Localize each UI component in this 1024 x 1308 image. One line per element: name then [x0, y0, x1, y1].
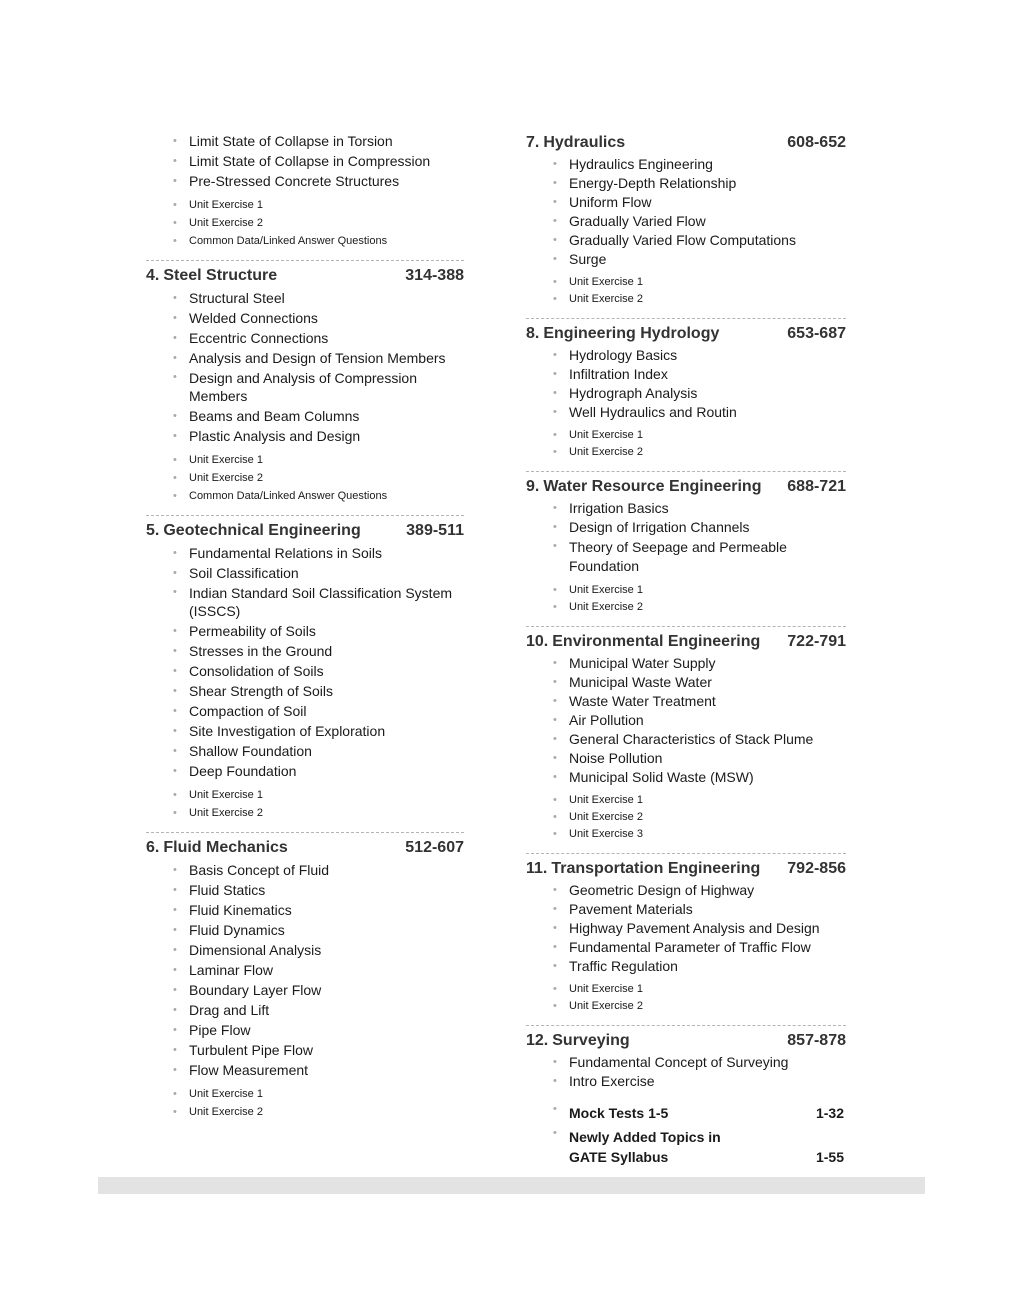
topic-item: • Energy-Depth Relationship — [526, 174, 846, 193]
section-heading — [526, 1029, 846, 1053]
exercise-item: • Unit Exercise 1 — [526, 274, 846, 291]
topic-item: • Soil Classification — [146, 563, 464, 583]
section-number: 9. — [526, 478, 540, 495]
toc-section-3-continued — [146, 131, 464, 254]
page-range: 722-791 — [787, 633, 846, 650]
toc-section-11 — [526, 853, 846, 1019]
section-title: Hydraulics — [543, 134, 626, 151]
topic-item: • Municipal Solid Waste (MSW) — [526, 768, 846, 787]
toc-section-6 — [146, 832, 464, 1125]
section-title: Fluid Mechanics — [163, 839, 288, 856]
topic-item: • Hydraulics Engineering — [526, 155, 846, 174]
topic-item: • Laminar Flow — [146, 960, 464, 980]
topic-item: • Flow Measurement — [146, 1060, 464, 1080]
topic-list — [146, 543, 464, 781]
topic-item: • Pavement Materials — [526, 900, 846, 919]
exercise-item: • Unit Exercise 1 — [146, 1085, 464, 1103]
topic-item: • Shallow Foundation — [146, 741, 464, 761]
section-number: 10. — [526, 633, 549, 650]
topic-item: • Municipal Waste Water — [526, 673, 846, 692]
topic-item: • Gradually Varied Flow — [526, 212, 846, 231]
toc-section-8 — [526, 318, 846, 465]
exercise-item: • Unit Exercise 2 — [146, 804, 464, 822]
topic-item: • Waste Water Treatment — [526, 692, 846, 711]
topic-item: • Fluid Statics — [146, 880, 464, 900]
topic-list — [526, 346, 846, 422]
page-range: 389-511 — [406, 522, 464, 539]
topic-item: • Well Hydraulics and Routin — [526, 403, 846, 422]
section-title: Steel Structure — [163, 267, 278, 284]
topic-item: • General Characteristics of Stack Plume — [526, 730, 846, 749]
toc-left-column — [146, 131, 464, 1125]
exercise-item: • Unit Exercise 2 — [526, 998, 846, 1015]
exercise-item: • Unit Exercise 1 — [146, 451, 464, 469]
topic-item: • Theory of Seepage and Permeable Foundation — [526, 537, 846, 577]
exercise-item: • Unit Exercise 2 — [526, 809, 846, 826]
topic-item: • Highway Pavement Analysis and Design — [526, 919, 846, 938]
section-heading — [526, 475, 846, 499]
topic-item: • Plastic Analysis and Design — [146, 426, 464, 446]
topic-item: • Limit State of Collapse in Torsion — [146, 131, 464, 151]
topic-item: • Pre-Stressed Concrete Structures — [146, 171, 464, 191]
topic-item: • Irrigation Basics — [526, 499, 846, 518]
section-number: 12. — [526, 1032, 549, 1049]
topic-item: • Fluid Kinematics — [146, 900, 464, 920]
exercise-list — [526, 427, 846, 461]
exercise-item: • Unit Exercise 2 — [146, 214, 464, 232]
section-title: Engineering Hydrology — [543, 325, 720, 342]
exercise-list — [526, 792, 846, 843]
exercise-list — [146, 451, 464, 505]
page-range: 1-32 — [815, 1105, 844, 1121]
topic-item: • Hydrology Basics — [526, 346, 846, 365]
footer-bar — [98, 1177, 925, 1194]
topic-list — [526, 155, 846, 269]
exercise-item: • Unit Exercise 2 — [146, 469, 464, 487]
section-number: 11. — [526, 860, 548, 877]
section-heading — [146, 519, 464, 543]
topic-item: • Pipe Flow — [146, 1020, 464, 1040]
topic-item: • Noise Pollution — [526, 749, 846, 768]
topic-item: • Gradually Varied Flow Computations — [526, 231, 846, 250]
page-range: 792-856 — [787, 860, 846, 877]
page-range: 688-721 — [787, 478, 846, 495]
section-number: 8. — [526, 325, 540, 342]
exercise-list — [146, 196, 464, 250]
topic-item: • Beams and Beam Columns — [146, 406, 464, 426]
topic-item: • Fundamental Parameter of Traffic Flow — [526, 938, 846, 957]
exercise-item: • Unit Exercise 2 — [526, 291, 846, 308]
exercise-item: • Unit Exercise 3 — [526, 826, 846, 843]
exercise-item: • Unit Exercise 1 — [526, 792, 846, 809]
exercise-item: • Unit Exercise 1 — [526, 427, 846, 444]
topic-item: • Consolidation of Soils — [146, 661, 464, 681]
toc-section-10 — [526, 626, 846, 847]
toc-section-9 — [526, 471, 846, 620]
page-range: 512-607 — [405, 839, 464, 856]
topic-item: • Design of Irrigation Channels — [526, 518, 846, 537]
topic-item: • Uniform Flow — [526, 193, 846, 212]
section-heading — [526, 131, 846, 155]
topic-item: • Stresses in the Ground — [146, 641, 464, 661]
toc-section-5 — [146, 515, 464, 826]
section-number: 7. — [526, 134, 540, 151]
topic-item: • Compaction of Soil — [146, 701, 464, 721]
exercise-item: • Unit Exercise 2 — [526, 599, 846, 616]
topic-item: • Traffic Regulation — [526, 957, 846, 976]
topic-item: • Air Pollution — [526, 711, 846, 730]
topic-list — [146, 131, 464, 191]
topic-item: • Intro Exercise — [526, 1072, 846, 1091]
topic-list — [526, 499, 846, 577]
exercise-list — [146, 1085, 464, 1121]
toc-section-7 — [526, 131, 846, 312]
topic-item: • Fundamental Concept of Surveying — [526, 1053, 846, 1072]
extras-label: • Mock Tests 1-5 — [569, 1105, 669, 1121]
page-range: 314-388 — [405, 267, 464, 284]
exercise-item: • Unit Exercise 1 — [146, 786, 464, 804]
topic-item: • Structural Steel — [146, 288, 464, 308]
exercise-item: • Common Data/Linked Answer Questions — [146, 232, 464, 250]
topic-item: • Fluid Dynamics — [146, 920, 464, 940]
topic-item: • Fundamental Relations in Soils — [146, 543, 464, 563]
topic-item: • Deep Foundation — [146, 761, 464, 781]
section-title: Surveying — [552, 1032, 630, 1049]
toc-section-12 — [526, 1025, 846, 1175]
page-range: 653-687 — [787, 325, 846, 342]
exercise-list — [526, 582, 846, 616]
page-range: 857-878 — [787, 1032, 846, 1049]
toc-right-column — [526, 131, 846, 1175]
exercise-item: • Unit Exercise 2 — [146, 1103, 464, 1121]
exercise-item: • Unit Exercise 1 — [146, 196, 464, 214]
section-heading — [526, 322, 846, 346]
topic-item: • Permeability of Soils — [146, 621, 464, 641]
section-number: 5. — [146, 522, 160, 539]
exercise-list — [526, 981, 846, 1015]
topic-item: • Drag and Lift — [146, 1000, 464, 1020]
topic-item: • Dimensional Analysis — [146, 940, 464, 960]
exercise-item: • Unit Exercise 2 — [526, 444, 846, 461]
exercise-item: • Common Data/Linked Answer Questions — [146, 487, 464, 505]
exercise-item: • Unit Exercise 1 — [526, 981, 846, 998]
topic-list — [146, 860, 464, 1080]
extras-item — [526, 1103, 846, 1123]
topic-item: • Basis Concept of Fluid — [146, 860, 464, 880]
topic-item: • Municipal Water Supply — [526, 654, 846, 673]
topic-item: • Eccentric Connections — [146, 328, 464, 348]
topic-list — [526, 1053, 846, 1091]
page-range: 1-55 — [815, 1149, 844, 1165]
section-heading — [526, 630, 846, 654]
topic-item: • Surge — [526, 250, 846, 269]
topic-item: • Infiltration Index — [526, 365, 846, 384]
topic-item: • Welded Connections — [146, 308, 464, 328]
toc-section-4 — [146, 260, 464, 509]
section-heading — [526, 857, 846, 881]
section-number: 4. — [146, 267, 160, 284]
topic-item: • Limit State of Collapse in Compression — [146, 151, 464, 171]
exercise-list — [146, 786, 464, 822]
exercise-item: • Unit Exercise 1 — [526, 582, 846, 599]
topic-item: • Boundary Layer Flow — [146, 980, 464, 1000]
section-title: Water Resource Engineering — [543, 478, 762, 495]
section-title: Environmental Engineering — [552, 633, 761, 650]
section-title: Geotechnical Engineering — [163, 522, 361, 539]
section-number: 6. — [146, 839, 160, 856]
topic-item: • Site Investigation of Exploration — [146, 721, 464, 741]
page-range: 608-652 — [787, 134, 846, 151]
topic-item: • Indian Standard Soil Classification System (ISSCS) — [146, 583, 464, 621]
topic-item: • Shear Strength of Soils — [146, 681, 464, 701]
topic-item: • Geometric Design of Highway — [526, 881, 846, 900]
extras-list — [526, 1103, 846, 1167]
topic-item: • Design and Analysis of Compression Members — [146, 368, 464, 406]
topic-list — [526, 654, 846, 787]
topic-item: • Hydrograph Analysis — [526, 384, 846, 403]
extras-item — [526, 1127, 846, 1167]
section-title: Transportation Engineering — [551, 860, 761, 877]
exercise-list — [526, 274, 846, 308]
section-heading — [146, 836, 464, 860]
extras-label: • Newly Added Topics in GATE Syllabus — [569, 1129, 721, 1165]
section-heading — [146, 264, 464, 288]
topic-item: • Turbulent Pipe Flow — [146, 1040, 464, 1060]
topic-list — [146, 288, 464, 446]
topic-list — [526, 881, 846, 976]
topic-item: • Analysis and Design of Tension Members — [146, 348, 464, 368]
